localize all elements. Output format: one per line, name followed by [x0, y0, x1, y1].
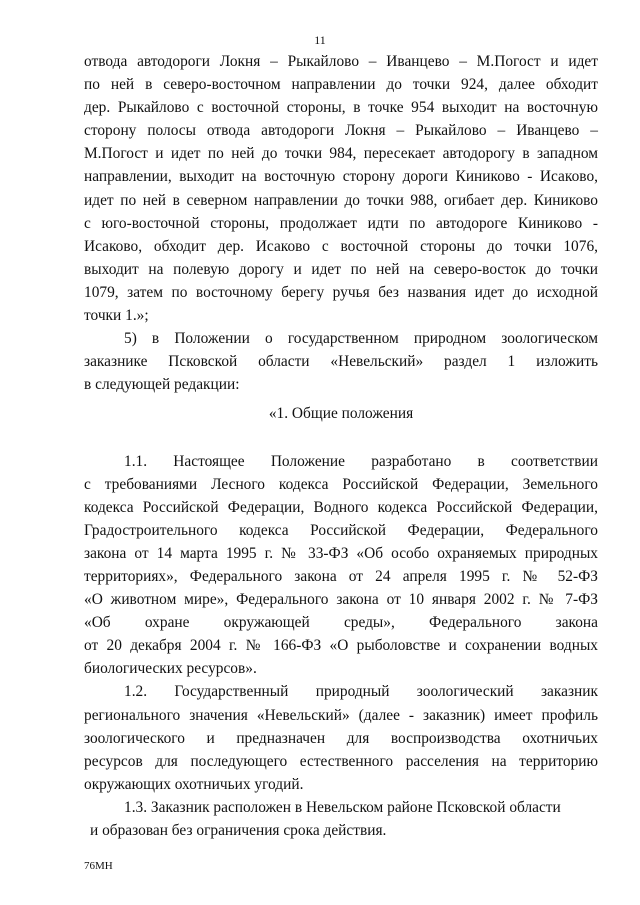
paragraph-boundary-description	[84, 50, 598, 327]
text-line: дер. Рыкайлово с восточной стороны, в точке 954 выходит на восточную	[84, 99, 598, 117]
text-line: биологических ресурсов».	[84, 660, 257, 678]
spacer	[84, 426, 598, 450]
text-line: территориях», Федерального закона от 24 апреля 1995 г. № 52-ФЗ	[84, 567, 598, 585]
text-line: Исаково, обходит дер. Исаково с восточной стороны до точки 1076,	[84, 237, 598, 255]
text-line: М.Погост и идет по ней до точки 984, пересекает автодорогу в западном	[84, 145, 598, 163]
text-line: 1.1. Настоящее Положение разработано в соответствии	[124, 452, 598, 470]
document-body	[84, 50, 598, 842]
text-line: зоологического и предназначен для воспроизводства охотничьих	[84, 729, 598, 747]
text-line: от 20 декабря 2004 г. № 166-ФЗ «О рыболовстве и сохранении водных	[84, 637, 598, 655]
text-line: заказнике Псковской области «Невельский» раздел 1 изложить	[84, 353, 598, 371]
text-line: окружающих охотничьих угодий.	[84, 775, 304, 793]
text-line: сторону полосы отвода автодороги Локня – Рыкайлово – Иванцево –	[84, 122, 598, 140]
text-line: «О животном мире», Федерального закона от 10 января 2002 г. № 7-ФЗ	[84, 591, 598, 609]
text-line: в следующей редакции:	[84, 376, 240, 394]
text-line: ресурсов для последующего естественного расселения на территорию	[84, 752, 598, 770]
text-line: регионального значения «Невельский» (далее - заказник) имеет профиль	[84, 706, 598, 724]
text-line: и образован без ограничения срока действия.	[90, 822, 387, 839]
text-line: «Об охране окружающей среды», Федерального закона	[84, 614, 598, 632]
text-line: с требованиями Лесного кодекса Российской Федерации, Земельного	[84, 475, 598, 493]
paragraph-amendment-5	[84, 327, 598, 396]
paragraph-1-2	[84, 680, 598, 795]
text-line: 1.3. Заказник расположен в Невельском районе Псковской области	[124, 798, 561, 816]
text-line: идет по ней в северном направлении до точки 988, огибает дер. Киниково	[84, 191, 598, 209]
text-line: с юго-восточной стороны, продолжает идти по автодороге Киниково -	[84, 214, 598, 232]
text-line: 1079, затем по восточному берегу ручья без названия идет до исходной	[84, 283, 598, 301]
paragraph-1-3	[84, 796, 598, 842]
text-line: 5) в Положении о государственном природном зоологическом	[124, 330, 598, 348]
text-line: закона от 14 марта 1995 г. № 33-ФЗ «Об особо охраняемых природных	[84, 544, 598, 562]
page-number: 11	[314, 33, 326, 47]
text-line: 1.2. Государственный природный зоологический заказник	[124, 683, 598, 701]
section-heading: «1. Общие положения	[268, 405, 414, 423]
text-line: кодекса Российской Федерации, Водного кодекса Российской Федерации,	[84, 498, 598, 516]
footer-code: 76МН	[84, 860, 113, 872]
text-line: направлении, выходит на восточную сторону дороги Киниково - Исаково,	[84, 168, 598, 186]
text-line: выходит на полевую дорогу и идет по ней на северо-восток до точки	[84, 260, 598, 278]
text-line: отвода автодороги Локня – Рыкайлово – Иванцево – М.Погост и идет	[84, 53, 598, 70]
text-line: Градостроительного кодекса Российской Федерации, Федерального	[84, 521, 598, 539]
text-line: точки 1.»;	[84, 307, 149, 325]
text-line: по ней в северо-восточном направлении до точки 924, далее обходит	[84, 76, 598, 94]
paragraph-1-1	[84, 450, 598, 681]
